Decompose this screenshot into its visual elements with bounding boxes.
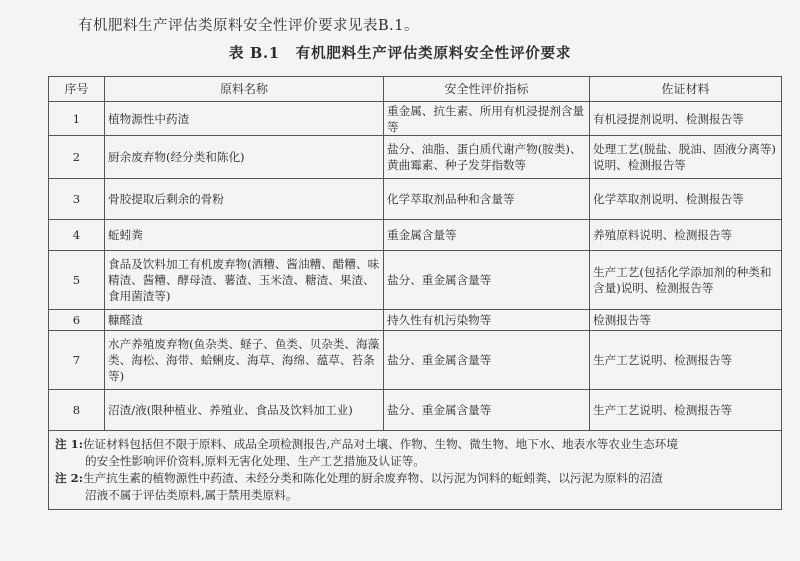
row-index: 8	[49, 390, 105, 431]
evaluation-table	[48, 76, 782, 510]
table-row	[49, 331, 782, 390]
table-row	[49, 136, 782, 179]
row-index: 7	[49, 331, 105, 390]
header-index: 序号	[49, 77, 105, 102]
row-index: 4	[49, 220, 105, 251]
intro-paragraph: 有机肥料生产评估类原料安全性评价要求见表B.1。	[78, 18, 419, 34]
note-1	[55, 436, 775, 453]
note-2-continuation: 沼液不属于评估类原料,属于禁用类原料。	[85, 488, 298, 502]
notes-cell	[49, 431, 782, 510]
table-header-row	[49, 77, 782, 102]
row-indicator: 盐分、重金属含量等	[384, 251, 590, 310]
table-row	[49, 102, 782, 136]
row-indicator: 盐分、重金属含量等	[384, 331, 590, 390]
note-2-label: 注 2:	[55, 471, 83, 485]
table-row	[49, 390, 782, 431]
note-1-label: 注 1:	[55, 437, 83, 451]
row-name: 糠醛渣	[105, 310, 384, 331]
row-name: 沼渣/液(限种植业、养殖业、食品及饮料加工业)	[105, 390, 384, 431]
row-indicator: 重金属、抗生素、所用有机浸提剂含量等	[384, 102, 590, 136]
table-title	[0, 42, 800, 63]
table-row	[49, 251, 782, 310]
note-1-continuation: 的安全性影响评价资料,原料无害化处理、生产工艺措施及认证等。	[85, 454, 425, 468]
header-evidence: 佐证材料	[590, 77, 782, 102]
row-index: 1	[49, 102, 105, 136]
header-name: 原料名称	[105, 77, 384, 102]
row-evidence: 检测报告等	[590, 310, 782, 331]
row-name: 厨余废弃物(经分类和陈化)	[105, 136, 384, 179]
row-name: 蚯蚓粪	[105, 220, 384, 251]
row-evidence: 处理工艺(脱盐、脱油、固液分离等)说明、检测报告等	[590, 136, 782, 179]
row-evidence: 生产工艺(包括化学添加剂的种类和含量)说明、检测报告等	[590, 251, 782, 310]
row-name: 植物源性中药渣	[105, 102, 384, 136]
table-row	[49, 220, 782, 251]
table-row	[49, 179, 782, 220]
row-name: 食品及饮料加工有机废弃物(酒糟、酱油糟、醋糟、味精渣、酱糟、酵母渣、薯渣、玉米渣、糖渣、果渣、食用菌渣等)	[105, 251, 384, 310]
row-indicator: 持久性有机污染物等	[384, 310, 590, 331]
table-caption: 有机肥料生产评估类原料安全性评价要求	[295, 45, 572, 62]
row-indicator: 重金属含量等	[384, 220, 590, 251]
row-evidence: 化学萃取剂说明、检测报告等	[590, 179, 782, 220]
note-2-text: 生产抗生素的植物源性中药渣、未经分类和陈化处理的厨余废弃物、以污泥为饲料的蚯蚓粪、以污泥为原料的沼渣	[82, 471, 663, 485]
table-number: 表 B.1	[228, 45, 280, 62]
row-indicator: 化学萃取剂品种和含量等	[384, 179, 590, 220]
row-index: 6	[49, 310, 105, 331]
header-indicator: 安全性评价指标	[384, 77, 590, 102]
row-evidence: 生产工艺说明、检测报告等	[590, 331, 782, 390]
row-name: 水产养殖废弃物(鱼杂类、蛏子、鱼类、贝杂类、海藻类、海松、海带、蛤蜊皮、海草、海绵、蕴草、苔条等)	[105, 331, 384, 390]
row-evidence: 生产工艺说明、检测报告等	[590, 390, 782, 431]
note-1-text: 佐证材料包括但不限于原料、成品全项检测报告,产品对土壤、作物、生物、微生物、地下水、地表水等农业生态环境	[82, 437, 678, 451]
notes-row	[49, 431, 782, 510]
table-row	[49, 310, 782, 331]
note-2	[55, 470, 775, 487]
row-evidence: 有机浸提剂说明、检测报告等	[590, 102, 782, 136]
row-evidence: 养殖原料说明、检测报告等	[590, 220, 782, 251]
row-indicator: 盐分、重金属含量等	[384, 390, 590, 431]
row-index: 3	[49, 179, 105, 220]
row-index: 5	[49, 251, 105, 310]
row-name: 骨胶提取后剩余的骨粉	[105, 179, 384, 220]
row-indicator: 盐分、油脂、蛋白质代谢产物(胺类)、黄曲霉素、种子发芽指数等	[384, 136, 590, 179]
row-index: 2	[49, 136, 105, 179]
